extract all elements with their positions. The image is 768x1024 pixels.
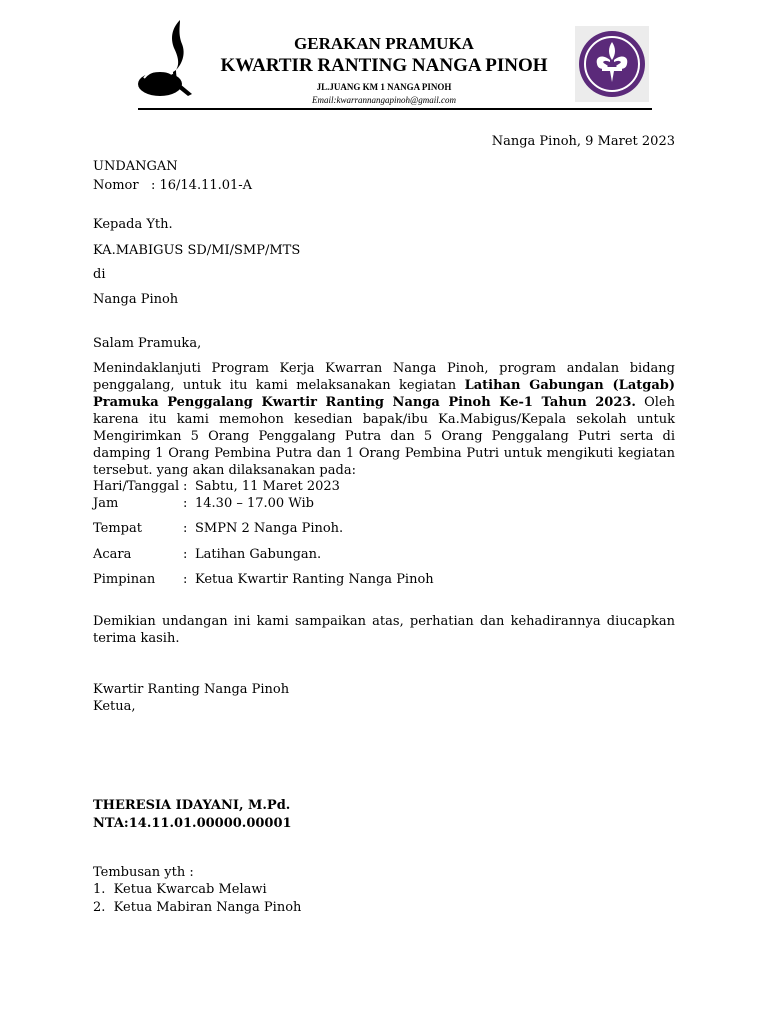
body-paragraph: [93, 360, 675, 479]
recipient-name: KA.MABIGUS SD/MI/SMP/MTS: [93, 243, 301, 258]
signature-name: THERESIA IDAYANI, M.Pd.: [93, 798, 291, 813]
signature-role: Ketua,: [93, 699, 136, 714]
letterhead-address: JL.JUANG KM 1 NANGA PINOH: [316, 82, 452, 92]
cc-title: Tembusan yth :: [93, 865, 194, 880]
recipient-to: Kepada Yth.: [93, 217, 173, 232]
letter-date: Nanga Pinoh, 9 Maret 2023: [491, 134, 675, 149]
signature-nta: NTA:14.11.01.00000.00001: [93, 816, 292, 831]
greeting: Salam Pramuka,: [93, 336, 202, 351]
body-text-a: Menindaklanjuti Program Kerja Kwarran Nanga Pinoh, program andalan bidang penggalang, untuk itu kami melaksanakan kegiatan: [93, 361, 675, 393]
letterhead: [190, 34, 578, 106]
body-text-b: Oleh karena itu kami memohon kesedian bapak/ibu Ka.Mabigus/Kepala sekolah untuk Mengirimkan 5 Orang Penggalang Putra dan 5 Orang Penggalang Putri serta di damping 1 Orang Pembina Putra dan 1 Orang Pembina Putri untuk mengikuti kegiatan tersebut. yang akan dilaksanakan pada:: [93, 395, 676, 478]
detail-row: Pimpinan : Ketua Kwartir Ranting Nanga Pinoh: [93, 572, 434, 587]
closing-paragraph: Demikian undangan ini kami sampaikan atas, perhatian dan kehadirannya diucapkan terima kasih.: [93, 614, 675, 646]
letterhead-email: Email:kwarrannangapinoh@gmail.com: [311, 95, 457, 105]
letter-number: Nomor : 16/14.11.01-A: [93, 178, 253, 193]
detail-row: Tempat : SMPN 2 Nanga Pinoh.: [93, 521, 344, 536]
detail-row: Acara : Latihan Gabungan.: [93, 547, 322, 562]
cc-item: 1. Ketua Kwarcab Melawi: [93, 882, 267, 897]
recipient-di: di: [93, 267, 106, 282]
cc-item: 2. Ketua Mabiran Nanga Pinoh: [93, 900, 302, 915]
recipient-place: Nanga Pinoh: [93, 292, 179, 307]
world-scout-emblem-icon: [575, 26, 649, 102]
letterhead-line2: KWARTIR RANTING NANGA PINOH: [220, 55, 548, 76]
detail-row: Hari/Tanggal : Sabtu, 11 Maret 2023: [93, 479, 340, 494]
tunas-kelapa-logo: [136, 18, 194, 100]
letterhead-line1: GERAKAN PRAMUKA: [294, 34, 474, 53]
detail-row: Jam : 14.30 – 17.00 Wib: [93, 496, 314, 511]
signature-org: Kwartir Ranting Nanga Pinoh: [93, 682, 290, 697]
letter-type: UNDANGAN: [93, 159, 178, 174]
body-text-bold: Latihan Gabungan (Latgab) Pramuka Penggalang Kwartir Ranting Nanga Pinoh Ke-1 Tahun 2023.: [93, 378, 675, 410]
